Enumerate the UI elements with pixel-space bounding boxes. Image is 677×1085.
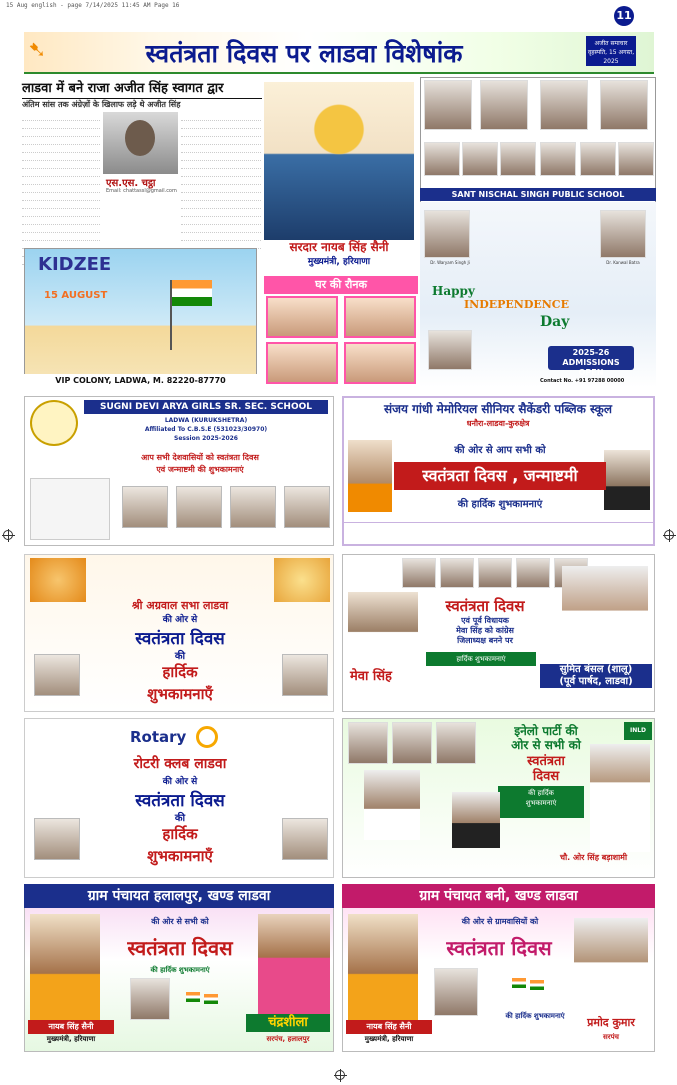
child-photo bbox=[266, 342, 338, 384]
staff-photo bbox=[230, 486, 276, 528]
child-photo bbox=[266, 296, 338, 338]
bani-title: ग्राम पंचायत बनी, खण्ड लाडवा bbox=[342, 884, 655, 908]
kidzee-logo: KIDZEE bbox=[38, 254, 112, 275]
ghar-ki-raunak-title: घर की रौनक bbox=[264, 276, 418, 294]
office-bearers-list bbox=[30, 478, 110, 540]
cm-name: सरदार नायब सिंह सैनी bbox=[289, 240, 389, 254]
article-column bbox=[181, 113, 261, 249]
day-text: Day bbox=[540, 314, 570, 330]
dignitary-photo bbox=[462, 142, 498, 176]
tricolor-flag-icon bbox=[204, 994, 218, 1004]
agrawal-line6: शुभकामनाएँ bbox=[147, 685, 213, 703]
sanjay-names-row bbox=[344, 522, 653, 542]
principal-photo bbox=[428, 330, 472, 370]
article-column bbox=[22, 113, 100, 265]
kidzee-date: 15 AUGUST bbox=[44, 290, 108, 301]
leader-photo bbox=[348, 722, 388, 764]
registration-mark-icon bbox=[335, 1070, 345, 1080]
candidate-photo bbox=[364, 770, 420, 840]
halalpur-title: ग्राम पंचायत हलालपुर, खण्ड लाडवा bbox=[24, 884, 334, 908]
sugni-subtitle: LADWA (KURUKSHETRA) Affiliated To C.B.S.E (531023/30970) Session 2025-2026 bbox=[144, 417, 268, 442]
rotary-president-photo bbox=[34, 818, 80, 860]
dignitary-photo bbox=[580, 142, 616, 176]
leader-photo bbox=[392, 722, 432, 764]
dignitary-photo bbox=[424, 80, 472, 130]
tricolor-flag-icon bbox=[172, 280, 212, 306]
founder-photo bbox=[424, 210, 470, 258]
rotary-wheel-icon bbox=[196, 726, 218, 748]
cm-portrait bbox=[348, 440, 392, 512]
dignitary-photo bbox=[540, 80, 588, 130]
sugni-title: SUGNI DEVI ARYA GIRLS SR. SEC. SCHOOL bbox=[84, 400, 328, 414]
masthead bbox=[24, 32, 654, 74]
rotary-line5: हार्दिक bbox=[162, 825, 198, 843]
leader-photo bbox=[440, 558, 474, 588]
inld-greeting: की हार्दिक शुभकामनाएं bbox=[498, 786, 584, 818]
halalpur-big: स्वतंत्रता दिवस bbox=[127, 936, 233, 960]
halalpur-right-role: सरपंच, हलालपुर bbox=[266, 1035, 310, 1043]
cm-role: मुख्यमंत्री, हरियाणा bbox=[307, 257, 371, 267]
dignitary-photo bbox=[480, 80, 528, 130]
member-photo bbox=[130, 978, 170, 1020]
mewa-line2: एवं पूर्व विधायक मेवा सिंह को कांग्रेस जिलाध्यक्ष बनने पर bbox=[456, 616, 514, 645]
article-headline: लाडवा में बने राजा अजीत सिंह स्वागत द्वार bbox=[22, 78, 262, 99]
print-slug: 15 Aug english - page 7/14/2025 11:45 AM Page 16 bbox=[6, 2, 180, 9]
principal-portrait bbox=[604, 450, 650, 510]
president-photo bbox=[34, 654, 80, 696]
ganesha-image bbox=[30, 558, 86, 602]
tricolor-flag-icon bbox=[512, 978, 526, 988]
child-photo bbox=[344, 296, 416, 338]
registration-mark-icon bbox=[3, 530, 13, 540]
rotary-line1: रोटरी क्लब लाडवा bbox=[133, 756, 227, 772]
child-photo bbox=[344, 342, 416, 384]
inld-line2: स्वतंत्रता दिवस bbox=[527, 754, 565, 784]
agrawal-line3: स्वतंत्रता दिवस bbox=[135, 629, 225, 649]
mewa-greeting: हार्दिक शुभकामनाएं bbox=[426, 652, 536, 666]
independence-text: INDEPENDENCE bbox=[464, 298, 569, 311]
sant-contact: Contact No. +91 97288 00000 bbox=[540, 378, 625, 384]
author-photo bbox=[103, 112, 178, 174]
rotary-line4: की bbox=[174, 813, 186, 824]
halalpur-right-name: चंद्रशीला bbox=[246, 1014, 330, 1032]
bani-line2: की हार्दिक शुभकामनाएं bbox=[505, 1012, 565, 1020]
sarpanch-photo bbox=[258, 914, 330, 1022]
sugni-greeting: आप सभी देशवासियों को स्वतंत्रता दिवस एवं जन्माष्टमी की शुभकामनाएं bbox=[141, 453, 259, 474]
leader-photo bbox=[402, 558, 436, 588]
leader-photo bbox=[516, 558, 550, 588]
halalpur-left-role: मुख्यमंत्री, हरियाणा bbox=[46, 1035, 96, 1043]
bani-left-name: नायब सिंह सैनी bbox=[346, 1020, 432, 1034]
dignitary-photo bbox=[424, 142, 460, 176]
cm-photo bbox=[348, 914, 418, 1022]
dignitary-photo bbox=[540, 142, 576, 176]
tricolor-flag-icon bbox=[530, 980, 544, 990]
sant-school-title: SANT NISCHAL SINGH PUBLIC SCHOOL bbox=[420, 188, 656, 201]
rotary-line6: शुभकामनाएँ bbox=[147, 847, 213, 865]
rotary-logo: Rotary bbox=[130, 728, 187, 746]
dignitary-photo bbox=[500, 142, 536, 176]
page-number: 11 bbox=[614, 6, 634, 26]
school-emblem-icon bbox=[30, 400, 78, 446]
rotary-secretary-photo bbox=[282, 818, 328, 860]
sumit-name: सुमित बंसल (शालू) (पूर्व पार्षद, लाडवा) bbox=[540, 664, 652, 688]
leader-photo bbox=[478, 558, 512, 588]
flag-swoosh-icon: ➷ bbox=[28, 38, 47, 63]
happy-text: Happy bbox=[432, 284, 475, 298]
sarpanch-photo bbox=[574, 918, 648, 998]
director-photo bbox=[600, 210, 646, 258]
cm-photo bbox=[264, 82, 414, 240]
inld-line1: इनेलो पार्टी की ओर से सभी को bbox=[511, 724, 581, 752]
bani-line1: की ओर से ग्रामवासियों को bbox=[461, 917, 539, 926]
staff-photo bbox=[284, 486, 330, 528]
rotary-line2: की ओर से bbox=[162, 777, 198, 787]
author-meta: Email: chattassl@gmail.com bbox=[106, 188, 177, 194]
director-name: Dr. Kanwal Batra bbox=[606, 260, 640, 265]
staff-photo bbox=[122, 486, 168, 528]
kidzee-footer: VIP COLONY, LADWA, M. 82220-87770 bbox=[24, 374, 257, 388]
agrawal-line1: श्री अग्रवाल सभा लाडवा bbox=[131, 599, 229, 612]
halalpur-line2: की हार्दिक शुभकामनाएं bbox=[150, 966, 210, 974]
secretary-photo bbox=[282, 654, 328, 696]
mewa-line1: स्वतंत्रता दिवस bbox=[445, 597, 525, 615]
halalpur-line1: की ओर से सभी को bbox=[151, 917, 209, 926]
mewa-singh-photo bbox=[348, 592, 418, 664]
inld-leader-photo bbox=[590, 744, 650, 852]
cm-photo bbox=[30, 914, 100, 1022]
tricolor-flag-icon bbox=[186, 992, 200, 1002]
sanjay-band: स्वतंत्रता दिवस , जन्माष्टमी bbox=[394, 462, 606, 490]
author-name: एस.एस. चट्ठा bbox=[106, 178, 156, 189]
agrawal-line5: हार्दिक bbox=[162, 663, 198, 681]
sanjay-line1: की ओर से आप सभी को bbox=[454, 445, 546, 456]
registration-mark-icon bbox=[664, 530, 674, 540]
bani-big: स्वतंत्रता दिवस bbox=[446, 936, 552, 960]
rotary-line3: स्वतंत्रता दिवस bbox=[135, 791, 225, 811]
staff-photo bbox=[176, 486, 222, 528]
mewa-name: मेवा सिंह bbox=[350, 669, 392, 684]
sumit-bansal-photo bbox=[562, 566, 648, 664]
sanjay-title: संजय गांधी मेमोरियल सीनियर सैकेंडरी पब्लिक स्कूल bbox=[383, 402, 613, 416]
inld-logo: INLD bbox=[624, 722, 652, 740]
lakshmi-image bbox=[274, 558, 330, 602]
bani-left-role: मुख्यमंत्री, हरियाणा bbox=[364, 1035, 414, 1043]
page-title: स्वतंत्रता दिवस पर लाडवा विशेषांक bbox=[145, 39, 463, 68]
article-subhead: अंतिम सांस तक अंग्रेज़ों के खिलाफ लड़े थे अजीत सिंह bbox=[22, 100, 181, 109]
admissions-badge: 2025-26 ADMISSIONS OPEN bbox=[548, 346, 634, 370]
leader-photo bbox=[436, 722, 476, 764]
bani-right-name: प्रमोद कुमार bbox=[572, 1014, 650, 1032]
founder-name: Dr. Waryam Singh Ji bbox=[430, 260, 470, 265]
bani-right-role: सरपंच bbox=[602, 1033, 620, 1041]
inld-leader-name: चौ. ओर सिंह बड़ाशामी bbox=[560, 853, 628, 862]
sanjay-line3: की हार्दिक शुभकामनाएं bbox=[457, 499, 543, 510]
edition-box: अजीत समाचार वृहस्पति, 15 अगस्त, 2025 bbox=[586, 36, 636, 66]
agrawal-line4: की bbox=[174, 651, 186, 662]
sanjay-subtitle: धनौरा-लाडवा-कुरुक्षेत्र bbox=[466, 419, 530, 428]
candidate-photo bbox=[452, 792, 500, 848]
member-photo bbox=[434, 968, 478, 1016]
dignitary-photo bbox=[600, 80, 648, 130]
dignitary-photo bbox=[618, 142, 654, 176]
agrawal-line2: की ओर से bbox=[162, 615, 198, 625]
halalpur-left-name: नायब सिंह सैनी bbox=[28, 1020, 114, 1034]
